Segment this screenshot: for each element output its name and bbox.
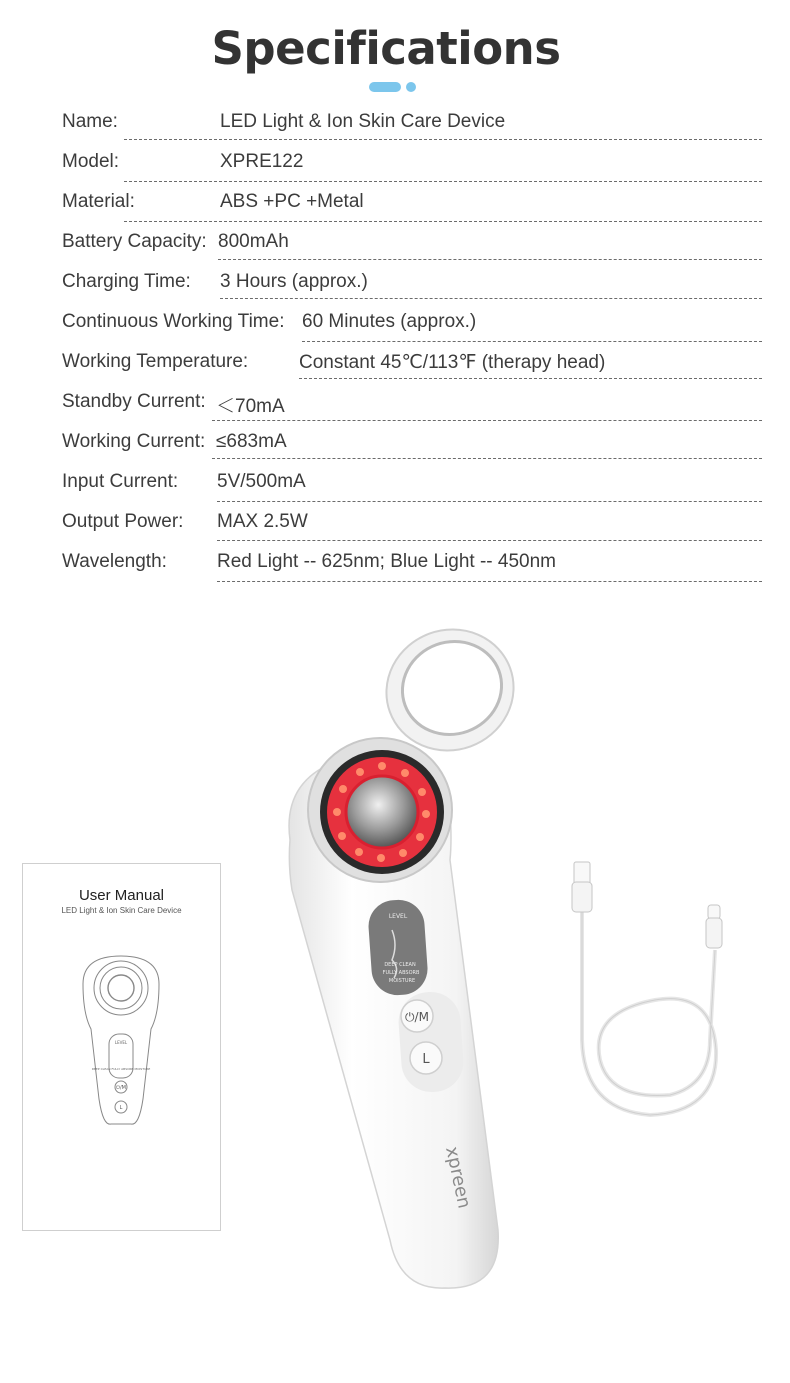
manual-sketch-level: LEVEL (114, 1040, 128, 1045)
device-level-text: LEVEL (388, 913, 408, 920)
skin-care-device-image (270, 600, 530, 1300)
spec-label: Battery Capacity: (62, 231, 207, 252)
spec-value: ABS +PC +Metal (220, 191, 364, 212)
spec-row-working-current (62, 431, 762, 471)
spec-label: Model: (62, 151, 120, 172)
spec-divider (212, 420, 762, 421)
spec-label: Name: (62, 111, 118, 132)
spec-value: MAX 2.5W (217, 511, 308, 532)
spec-divider (124, 181, 762, 182)
spec-label: Working Current: (62, 431, 206, 452)
spec-divider (124, 139, 762, 140)
spec-value: 5V/500mA (217, 471, 306, 492)
spec-value: Constant 45℃/113℉ (therapy head) (299, 352, 606, 373)
spec-value: 800mAh (218, 231, 289, 252)
device-brand-logo: xpreen (441, 1144, 475, 1211)
usb-c-cable-icon (550, 850, 740, 1130)
user-manual-booklet (22, 863, 221, 1231)
title-decoration (369, 82, 429, 92)
spec-value: 60 Minutes (approx.) (302, 311, 477, 332)
spec-value: 3 Hours (approx.) (220, 271, 368, 292)
spec-row-temperature (62, 351, 762, 391)
device-panel-line-3: MOISTURE (388, 978, 416, 984)
spec-label: Standby Current: (62, 391, 206, 412)
device-button-group (397, 990, 466, 1094)
usb-a-housing (572, 882, 592, 912)
usb-c-connector (708, 905, 720, 919)
spec-label: Continuous Working Time: (62, 311, 285, 332)
manual-device-sketch-icon (23, 864, 220, 1230)
spec-divider (302, 341, 762, 342)
spec-row-name (62, 111, 762, 151)
spec-divider (124, 221, 762, 222)
spec-row-charging (62, 271, 762, 311)
spec-label: Working Temperature: (62, 351, 249, 372)
spec-divider (218, 259, 762, 260)
spec-divider (299, 378, 762, 379)
spec-divider (220, 298, 762, 299)
spec-value: ≤683mA (216, 431, 287, 452)
spec-divider (217, 540, 762, 541)
spec-label: Material: (62, 191, 135, 212)
level-button-label: L (422, 1052, 430, 1067)
manual-sketch-level-btn: L (119, 1105, 123, 1111)
device-panel-line-2: FULLY ABSORB (382, 970, 420, 976)
page-title: Specifications (211, 22, 561, 75)
manual-sketch-power: ⏻/M (116, 1085, 126, 1091)
spec-label: Input Current: (62, 471, 179, 492)
spec-row-material (62, 191, 762, 231)
therapy-head (308, 738, 452, 882)
manual-title: User Manual (78, 887, 165, 904)
manual-subtitle: LED Light & Ion Skin Care Device (61, 906, 182, 915)
spec-value: ＜70mA (216, 396, 285, 417)
spec-value: LED Light & Ion Skin Care Device (220, 111, 506, 132)
spec-row-output (62, 511, 762, 551)
device-panel-line-1: DEEP CLEAN (384, 962, 416, 968)
usb-a-connector (574, 862, 590, 884)
spec-divider (212, 458, 762, 459)
spec-value: Red Light -- 625nm; Blue Light -- 450nm (217, 551, 557, 572)
spec-row-standby (62, 391, 762, 431)
usb-c-housing (706, 918, 722, 948)
spec-divider (217, 581, 762, 582)
spec-row-wavelength (62, 551, 762, 591)
spec-value: XPRE122 (220, 151, 304, 172)
spec-label: Charging Time: (62, 271, 191, 292)
spec-row-working-time (62, 311, 762, 351)
spec-label: Output Power: (62, 511, 184, 532)
spec-row-model (62, 151, 762, 191)
title-deco-dot (406, 82, 416, 92)
manual-sketch-panel: DEEP CLEAN FULLY ABSORB MOISTURE (91, 1067, 151, 1071)
power-mode-button-label: ⏻/M (405, 1010, 429, 1024)
spec-row-input (62, 471, 762, 511)
spec-divider (217, 501, 762, 502)
spec-row-battery (62, 231, 762, 271)
spec-label: Wavelength: (62, 551, 167, 572)
title-deco-pill (369, 82, 401, 92)
